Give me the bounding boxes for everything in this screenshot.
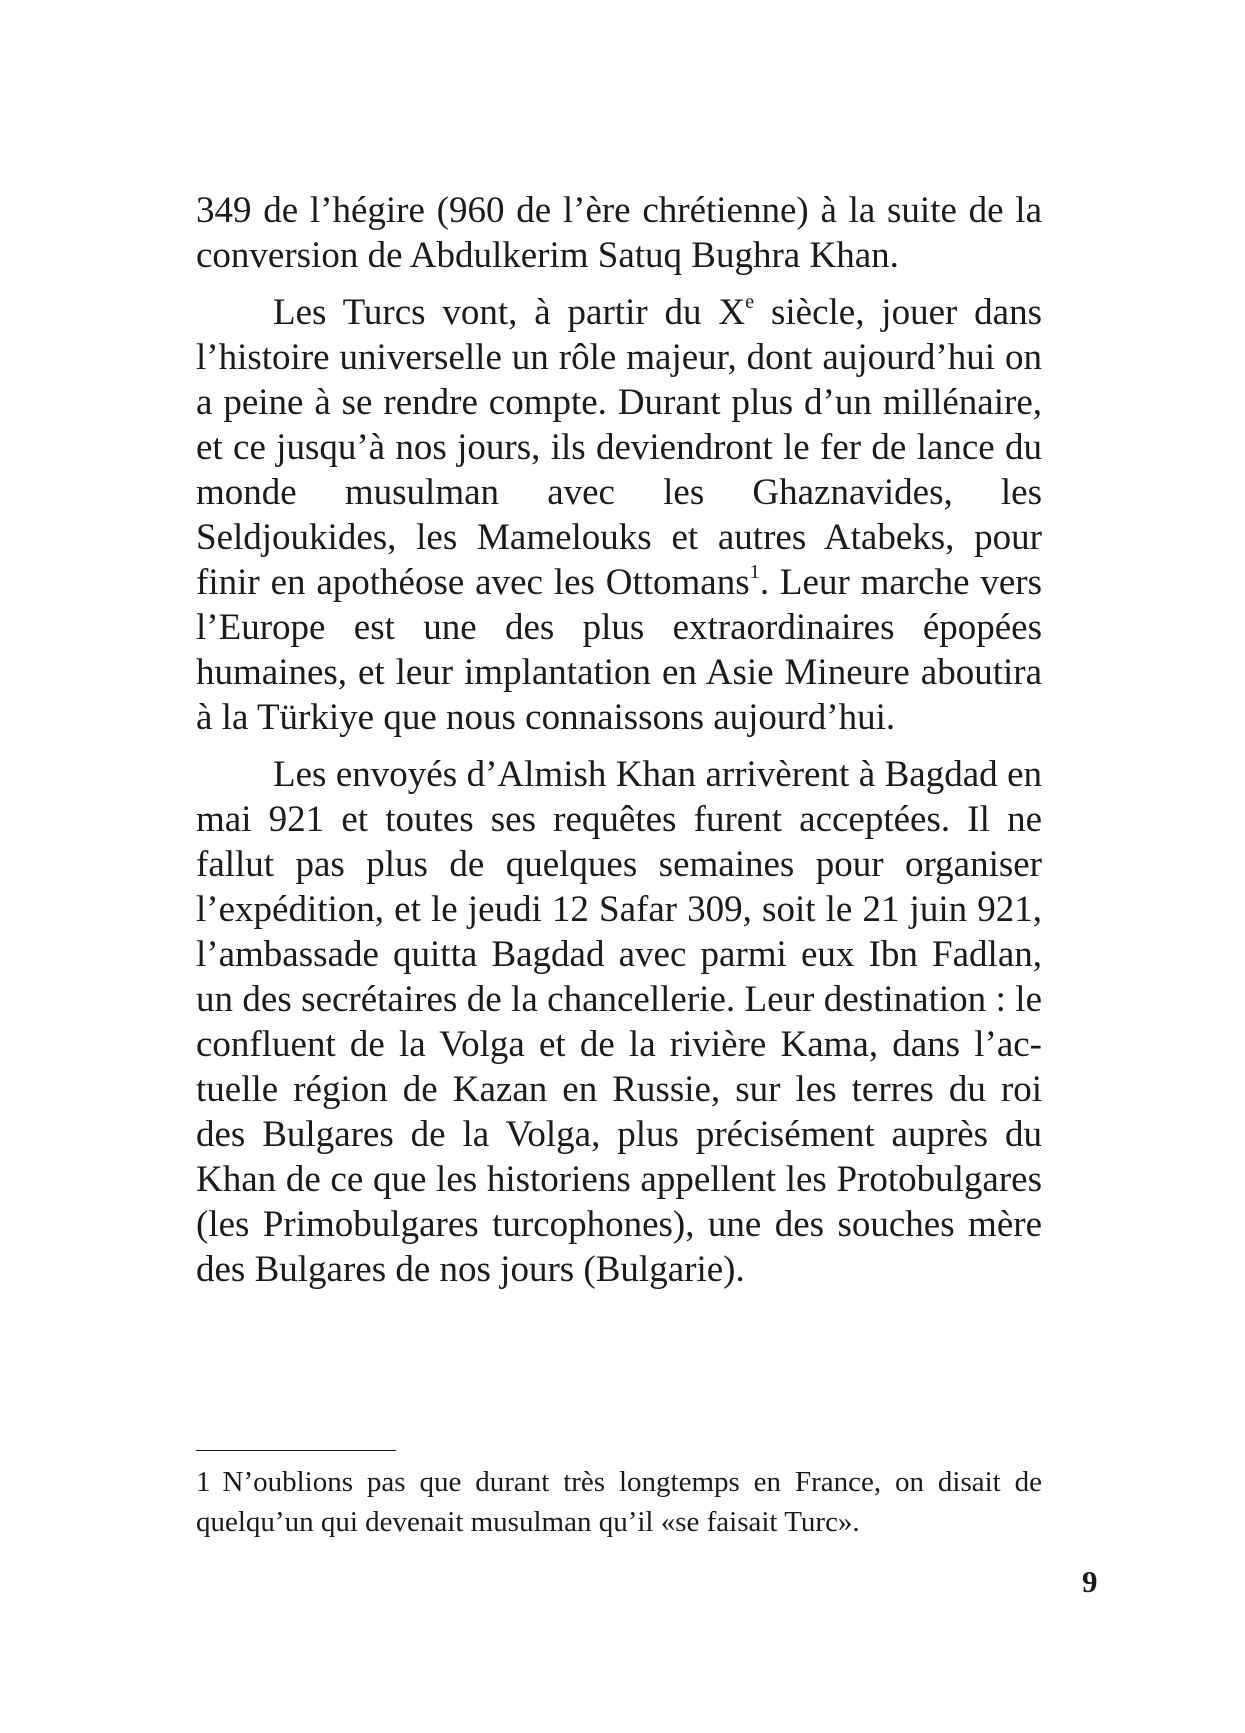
paragraph-2-part-a: Les Turcs vont, à partir du X bbox=[273, 292, 746, 333]
main-text bbox=[196, 188, 1042, 1304]
footnote-1 bbox=[196, 1462, 1042, 1542]
footnote-number: 1 bbox=[196, 1466, 211, 1498]
footnote-text: N’oublions pas que durant très longtemps en France, on disait de quelqu’un qui devenait musulman qu’il «se faisait Turc». bbox=[196, 1466, 1042, 1538]
paragraph-2-part-c: . Leur marche vers l’Europe est une des plus extraordinaires épopées humaines, et leur implantation en Asie Mineure aboutira à la Türkiye que nous connaissons aujourd’hui. bbox=[196, 562, 1043, 738]
paragraph-2-part-b: siècle, jouer dans l’histoire universelle un rôle majeur, dont aujourd’hui on a peine à se rendre compte. Durant plus d’un millénaire, et ce jusqu’à nos jours, ils deviendront le fer de lance du monde musulman avec les Ghaznavides, les Seldjoukides, les Mamelouks et autres Atabeks, pour finir en apothéose avec les Ottomans bbox=[196, 292, 1042, 603]
paragraph-1: 349 de l’hégire (960 de l’ère chrétienne) à la suite de la conversion de Abdulkerim Satuq Bughra Khan. bbox=[196, 190, 1042, 276]
footnote-reference[interactable]: 1 bbox=[749, 560, 760, 583]
century-superscript: e bbox=[745, 290, 755, 313]
footnote-separator bbox=[196, 1450, 396, 1451]
paragraph-3: Les envoyés d’Almish Khan arrivèrent à Bagdad en mai 921 et toutes ses requêtes furent acceptées. Il ne fallut pas plus de quelques semaines pour organiser l’expédition, et le jeudi 12 Safar 309, soit le 21 juin 921, l’ambassade quitta Bagdad avec parmi eux Ibn Fadlan, un des secrétaires de la chancellerie. Leur destination : le confluent de la Volga et de la rivière Kama, dans l’actuelle région de Kazan en Russie, sur les terres du roi des Bulgares de la Volga, plus précisément auprès du Khan de ce que les historiens appellent les Protobulgares (les Primobulgares turcophones), une des souches mère des Bulgares de nos jours (Bulgarie). bbox=[196, 754, 1042, 1290]
page-number: 9 bbox=[1082, 1564, 1098, 1599]
paragraph-2 bbox=[196, 290, 1042, 740]
footnotes bbox=[196, 1462, 1042, 1542]
